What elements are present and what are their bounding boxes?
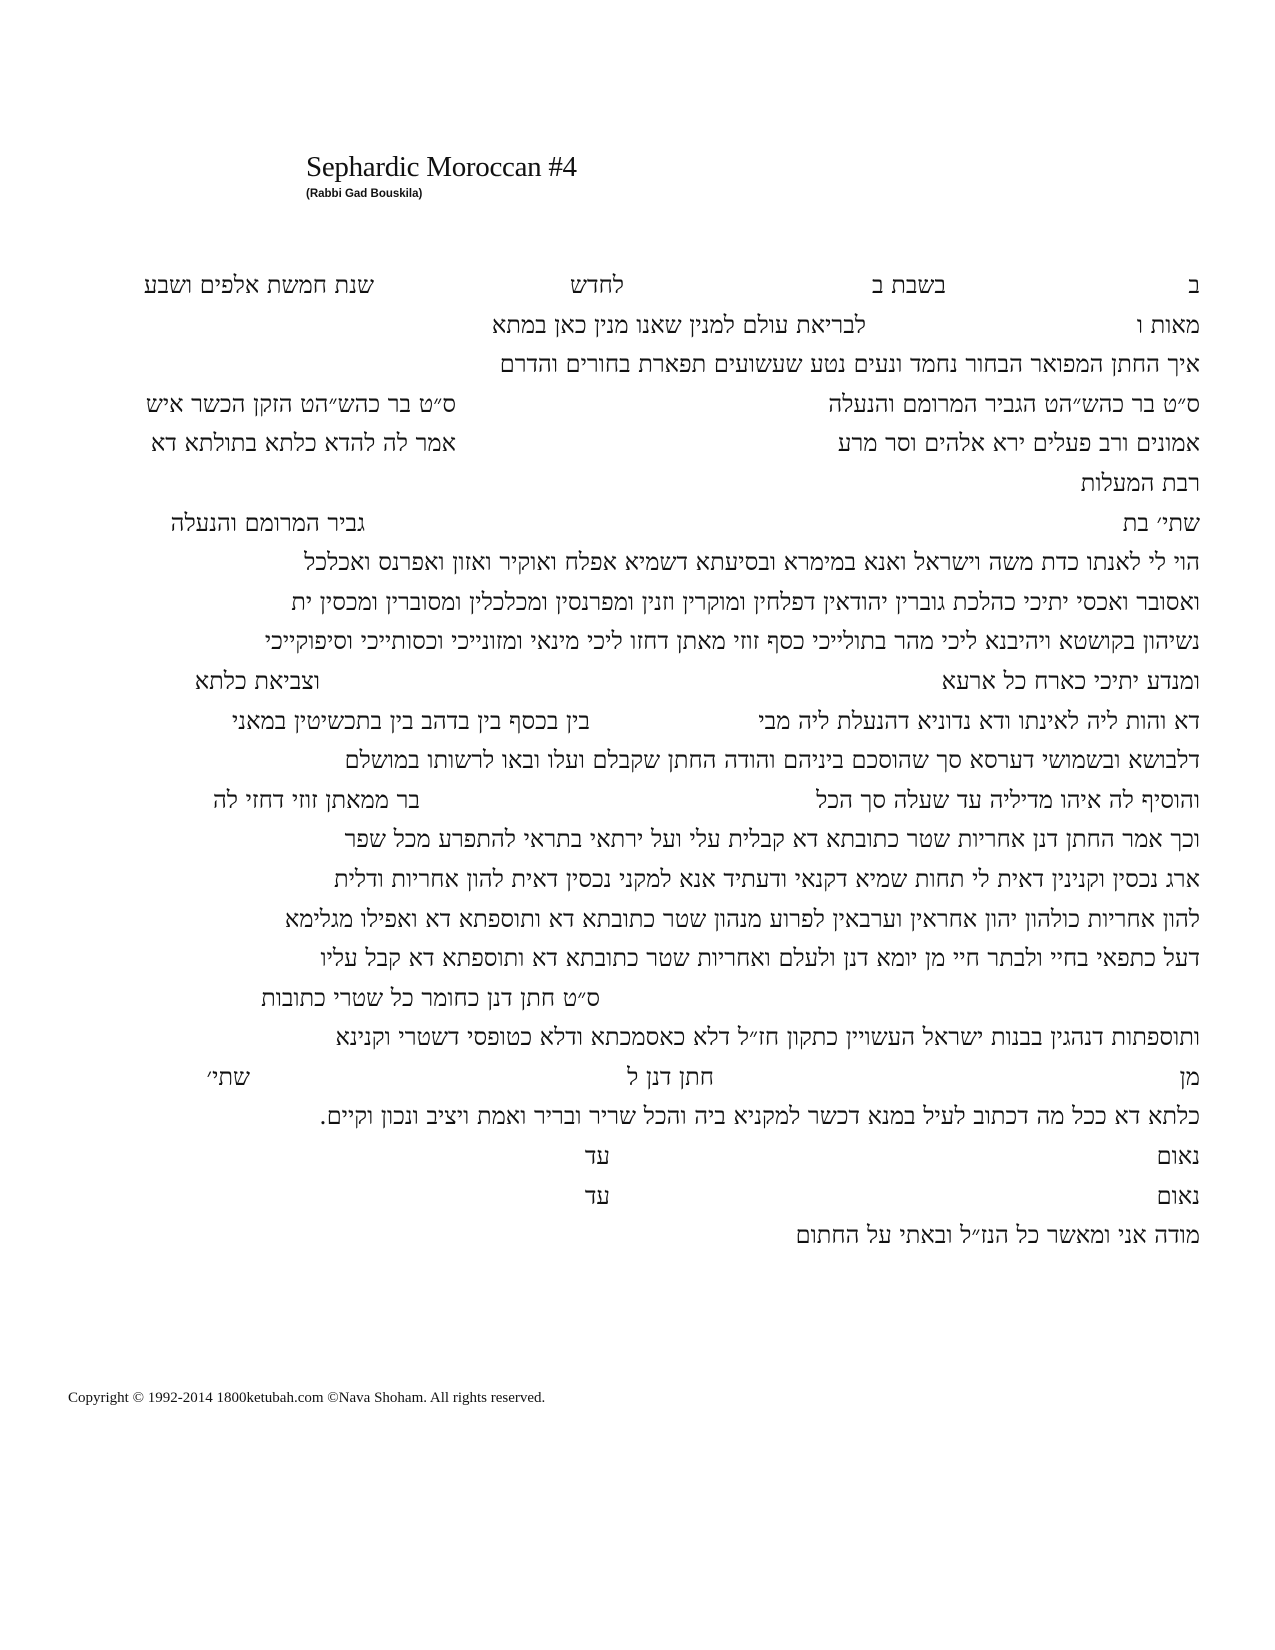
text-line <box>80 900 1200 940</box>
text-segment: לבריאת עולם למנין שאנו מנין כאן במתא <box>491 310 866 339</box>
text-line <box>80 583 1200 623</box>
text-line <box>80 1018 1200 1058</box>
text-line <box>80 504 1200 544</box>
text-line <box>80 1097 1200 1137</box>
text-segment: ב <box>1188 271 1200 299</box>
text-line <box>80 464 1200 504</box>
document-subtitle: (Rabbi Gad Bouskila) <box>306 188 423 200</box>
text-line <box>80 345 1200 385</box>
text-segment: חתן דנן ל <box>627 1062 714 1091</box>
text-segment: ס״ט חתן דנן כחומר כל שטרי כתובות <box>261 983 600 1012</box>
text-segment: נשיהון בקושטא ויהיבנא ליכי מהר בתולייכי כסף זוזי מאתן דחזו ליכי מינאי ומזונייכי וכסותייכי וסיפוקייכי <box>264 627 1200 656</box>
text-segment: נאום <box>1156 1142 1200 1171</box>
text-segment: ותוספתות דנהגין בבנות ישראל העשויין כתקון חז״ל דלא כאסמכתא ודלא כטופסי דשטרי וקנינא <box>335 1023 1200 1052</box>
text-line <box>80 543 1200 583</box>
copyright-notice: Copyright © 1992-2014 1800ketubah.com ©Nava Shoham. All rights reserved. <box>68 1390 546 1406</box>
text-line <box>80 306 1200 346</box>
text-line <box>80 781 1200 821</box>
text-segment: מאות ו <box>1136 310 1200 339</box>
text-segment: דלבושא ובשמושי דערסא סך שהוסכם ביניהם והודה החתן שקבלם ועלו ובאו לרשותו במושלם <box>344 746 1200 775</box>
text-segment: אמונים ורב פעלים ירא אלהים וסר מרע <box>837 429 1200 458</box>
text-line <box>80 1216 1200 1256</box>
text-segment: וכך אמר החתן דנן אחריות שטר כתובתא דא קבלית עלי ועל ירתאי בתראי להתפרע מכל שפר <box>344 825 1200 854</box>
text-segment: שנת חמשת אלפים ושבע <box>143 271 374 299</box>
text-segment: בשבת ב <box>872 271 946 299</box>
text-segment: כלתא דא ככל מה דכתוב לעיל במנא דכשר למקניא ביה והכל שריר ובריר ואמת ויציב ונכון וקיים. <box>319 1102 1200 1131</box>
text-segment: מן <box>1179 1062 1200 1091</box>
text-line <box>80 1137 1200 1177</box>
text-segment: עד <box>584 1142 610 1171</box>
ketubah-text <box>80 266 1200 1256</box>
text-segment: אמר לה להדא כלתא בתולתא דא <box>150 429 456 458</box>
text-segment: ס״ט בר כהש״הט הזקן הכשר איש <box>145 389 456 418</box>
text-segment: גביר המרומם והנעלה <box>170 508 365 537</box>
text-line <box>80 702 1200 742</box>
text-segment: ארג נכסין וקנינין דאית לי תחות שמיא דקנאי ודעתיד אנא למקני נכסין דאית להון אחריות ודלית <box>333 864 1200 893</box>
text-segment: ומנדע יתיכי כארח כל ארעא <box>941 666 1200 695</box>
text-segment: מודה אני ומאשר כל הנז״ל ובאתי על החתום <box>795 1221 1200 1250</box>
text-segment: שתי׳ בת <box>1122 508 1200 537</box>
text-segment: וצביאת כלתא <box>194 666 320 695</box>
text-line <box>80 385 1200 425</box>
text-segment: בר ממאתן זוזי דחזי לה <box>212 785 420 814</box>
text-segment: בין בכסף בין בדהב בין בתכשיטין במאני <box>232 706 590 735</box>
text-line <box>80 424 1200 464</box>
text-segment: עד <box>584 1181 610 1210</box>
text-segment: והוסיף לה איהו מדיליה עד שעלה סך הכל <box>816 785 1200 814</box>
text-line <box>80 1058 1200 1098</box>
text-line <box>80 662 1200 702</box>
text-segment: ואסובר ואכסי יתיכי כהלכת גוברין יהודאין דפלחין ומוקרין וזנין ומפרנסין ומכלכלין ומסוברין ומכסין ית <box>291 587 1200 616</box>
text-segment: ס״ט בר כהש״הט הגביר המרומם והנעלה <box>828 389 1200 418</box>
text-segment: דעל כתפאי בחיי ולבתר חיי מן יומא דנן ולעלם ואחריות שטר כתובתא דא ותוספתא דא קבל עליו <box>320 944 1200 973</box>
text-segment: שתי׳ <box>206 1062 250 1091</box>
text-line <box>80 1177 1200 1217</box>
text-line <box>80 820 1200 860</box>
text-segment: רבת המעלות <box>1080 468 1200 497</box>
text-segment: איך החתן המפואר הבחור נחמד ונעים נטע שעשועים תפארת בחורים והדרם <box>499 350 1200 379</box>
text-line <box>80 979 1200 1019</box>
text-line <box>80 266 1200 306</box>
text-line <box>80 860 1200 900</box>
text-line <box>80 622 1200 662</box>
text-segment: דא והות ליה לאינתו ודא נדוניא דהנעלת ליה מבי <box>758 706 1200 735</box>
text-segment: לחדש <box>570 271 624 299</box>
text-line <box>80 741 1200 781</box>
text-segment: הוי לי לאנתו כדת משה וישראל ואנא במימרא ובסיעתא דשמיא אפלח ואוקיר ואזון ואפרנס ואכלכל <box>304 548 1200 577</box>
text-segment: להון אחריות כולהון יהון אחראין וערבאין לפרוע מנהון שטר כתובתא דא ותוספתא דא ואפילו מגלימא <box>284 904 1200 933</box>
text-segment: נאום <box>1156 1181 1200 1210</box>
document-title: Sephardic Moroccan #4 <box>306 151 577 183</box>
text-line <box>80 939 1200 979</box>
